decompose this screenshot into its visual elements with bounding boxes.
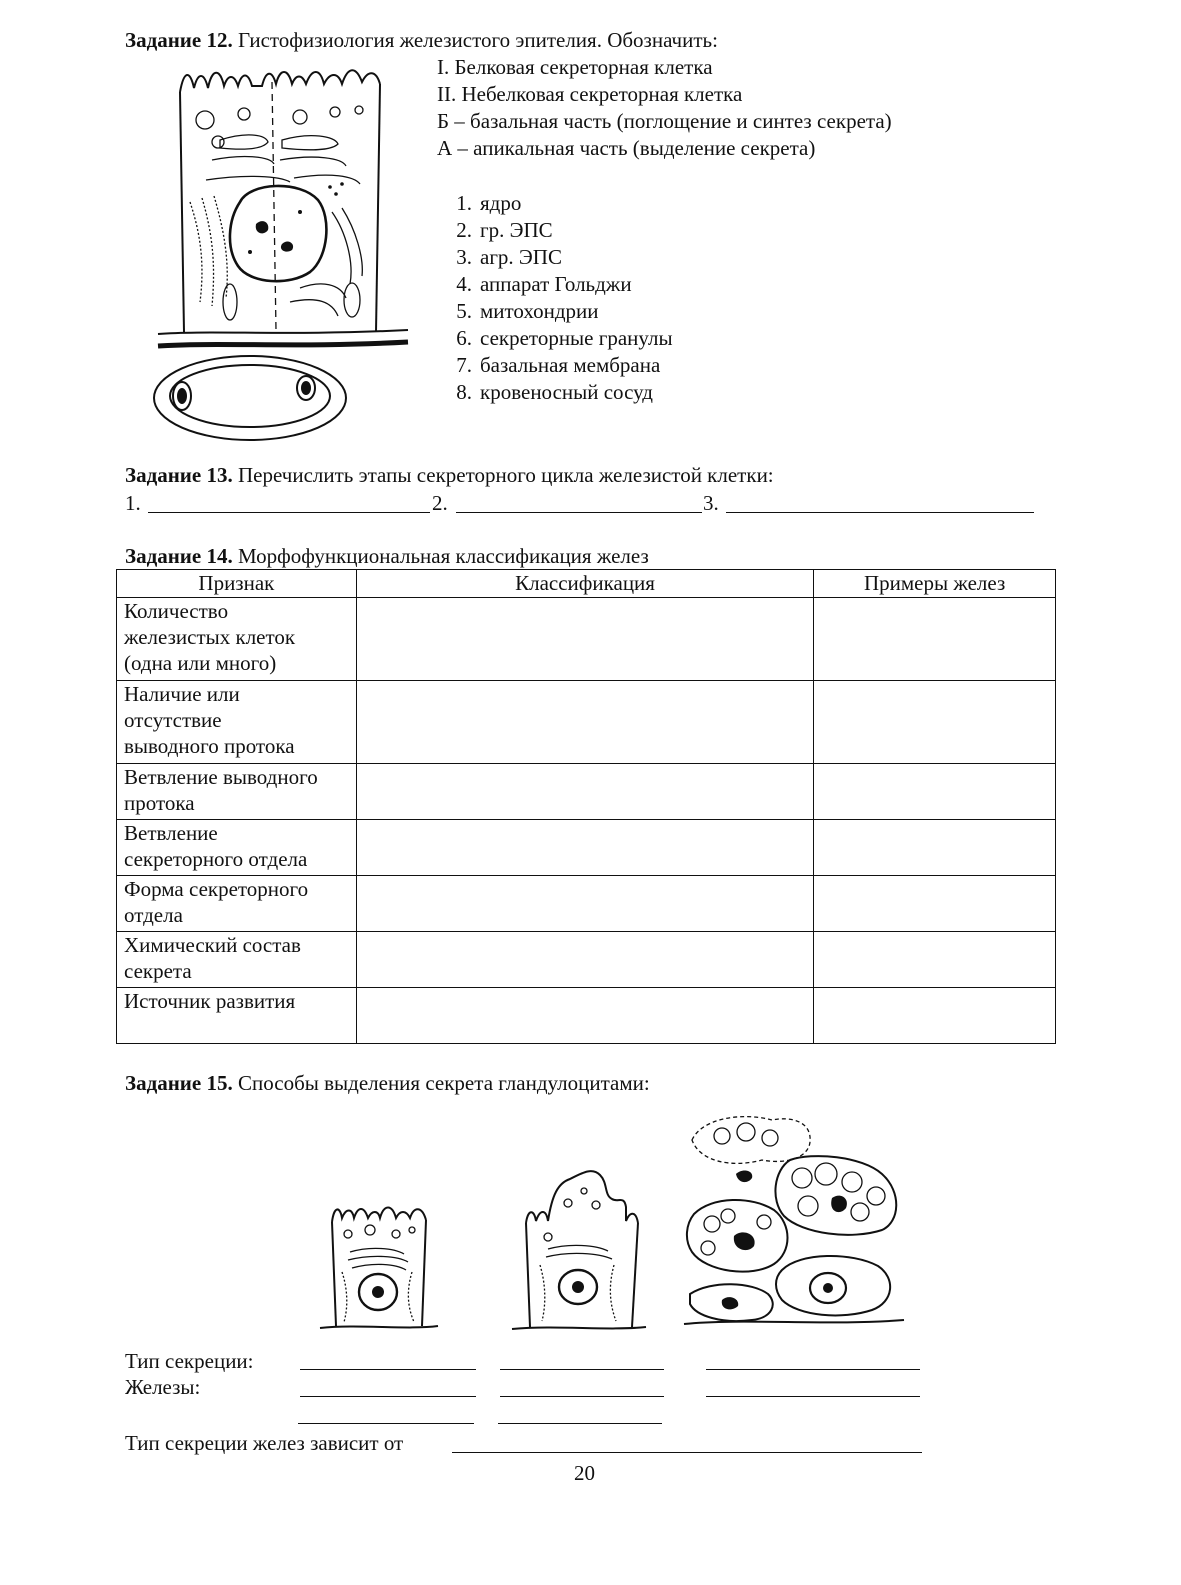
task12-title bbox=[125, 27, 718, 53]
examples-cell[interactable] bbox=[814, 988, 1056, 1044]
examples-cell[interactable] bbox=[814, 681, 1056, 764]
depends-blank[interactable] bbox=[452, 1452, 922, 1453]
task12-legend-1: I. Белковая секреторная клетка bbox=[437, 55, 713, 79]
glands-blank-2[interactable] bbox=[500, 1396, 664, 1397]
examples-cell[interactable] bbox=[814, 820, 1056, 876]
task14-title bbox=[125, 543, 649, 569]
task15-title bbox=[125, 1070, 650, 1096]
list-item: 4. аппарат Гольджи bbox=[456, 272, 632, 296]
table-row bbox=[117, 764, 1056, 820]
glandular-cell-illustration bbox=[150, 62, 415, 447]
row-label: Количество железистых клеток (одна или много) bbox=[117, 598, 357, 681]
task13-blank-2[interactable] bbox=[456, 512, 702, 513]
row-label: Источник развития bbox=[117, 988, 357, 1044]
list-item: 6. секреторные гранулы bbox=[456, 326, 673, 350]
list-item: 8. кровеносный сосуд bbox=[456, 380, 653, 404]
apocrine-cell-illustration bbox=[508, 1165, 648, 1340]
task13-blank-1-label: 1. bbox=[125, 491, 141, 515]
task12-legend-2: II. Небелковая секреторная клетка bbox=[437, 82, 743, 106]
task12-title-bold: Задание 12. bbox=[125, 28, 233, 52]
row-label: Ветвление секреторного отдела bbox=[117, 820, 357, 876]
row-label: Форма секреторного отдела bbox=[117, 876, 357, 932]
glands-blank-5[interactable] bbox=[498, 1423, 662, 1424]
list-item: 3. агр. ЭПС bbox=[456, 245, 562, 269]
row-label: Наличие или отсутствие выводного протока bbox=[117, 681, 357, 764]
col-header-classification: Классификация bbox=[356, 570, 813, 598]
task14-title-bold: Задание 14. bbox=[125, 544, 233, 568]
depends-label: Тип секреции желез зависит от bbox=[125, 1431, 404, 1455]
glands-blank-1[interactable] bbox=[300, 1396, 476, 1397]
task13-title bbox=[125, 462, 774, 488]
col-header-feature: Признак bbox=[117, 570, 357, 598]
list-item: 2. гр. ЭПС bbox=[456, 218, 553, 242]
classification-cell[interactable] bbox=[356, 820, 813, 876]
table-row bbox=[117, 988, 1056, 1044]
secretion-type-blank-1[interactable] bbox=[300, 1369, 476, 1370]
task13-blank-1[interactable] bbox=[148, 512, 430, 513]
holocrine-gland-illustration bbox=[682, 1112, 907, 1327]
examples-cell[interactable] bbox=[814, 932, 1056, 988]
table-row bbox=[117, 932, 1056, 988]
table-header-row bbox=[117, 570, 1056, 598]
classification-cell[interactable] bbox=[356, 932, 813, 988]
list-item: 7. базальная мембрана bbox=[456, 353, 661, 377]
classification-cell[interactable] bbox=[356, 988, 813, 1044]
table-row bbox=[117, 876, 1056, 932]
row-label: Химический состав секрета bbox=[117, 932, 357, 988]
secretion-type-blank-3[interactable] bbox=[706, 1369, 920, 1370]
table-row bbox=[117, 681, 1056, 764]
list-item: 5. митохондрии bbox=[456, 299, 599, 323]
classification-cell[interactable] bbox=[356, 681, 813, 764]
classification-cell[interactable] bbox=[356, 598, 813, 681]
classification-cell[interactable] bbox=[356, 876, 813, 932]
task14-title-rest: Морфофункциональная классификация желез bbox=[232, 544, 649, 568]
task12-legend-4: А – апикальная часть (выделение секрета) bbox=[437, 136, 816, 160]
page-number: 20 bbox=[574, 1461, 595, 1485]
task13-blank-3[interactable] bbox=[726, 512, 1034, 513]
table-row bbox=[117, 598, 1056, 681]
list-item: 1. ядро bbox=[456, 191, 522, 215]
secretion-type-blank-2[interactable] bbox=[500, 1369, 664, 1370]
table-row bbox=[117, 820, 1056, 876]
secretion-type-label: Тип секреции: bbox=[125, 1349, 254, 1373]
examples-cell[interactable] bbox=[814, 764, 1056, 820]
task12-legend-3: Б – базальная часть (поглощение и синтез секрета) bbox=[437, 109, 892, 133]
glands-blank-3[interactable] bbox=[706, 1396, 920, 1397]
row-label: Ветвление выводного протока bbox=[117, 764, 357, 820]
task13-blank-3-label: 3. bbox=[703, 491, 719, 515]
task15-title-rest: Способы выделения секрета гландулоцитами: bbox=[232, 1071, 650, 1095]
task13-title-rest: Перечислить этапы секреторного цикла железистой клетки: bbox=[232, 463, 774, 487]
task15-title-bold: Задание 15. bbox=[125, 1071, 233, 1095]
col-header-examples: Примеры желез bbox=[814, 570, 1056, 598]
task13-title-bold: Задание 13. bbox=[125, 463, 233, 487]
glands-label: Железы: bbox=[125, 1375, 201, 1399]
merocrine-cell-illustration bbox=[318, 1200, 440, 1338]
task13-blank-2-label: 2. bbox=[432, 491, 448, 515]
examples-cell[interactable] bbox=[814, 876, 1056, 932]
glands-blank-4[interactable] bbox=[298, 1423, 474, 1424]
examples-cell[interactable] bbox=[814, 598, 1056, 681]
classification-table bbox=[116, 569, 1056, 1044]
classification-cell[interactable] bbox=[356, 764, 813, 820]
task12-title-rest: Гистофизиология железистого эпителия. Обозначить: bbox=[232, 28, 718, 52]
